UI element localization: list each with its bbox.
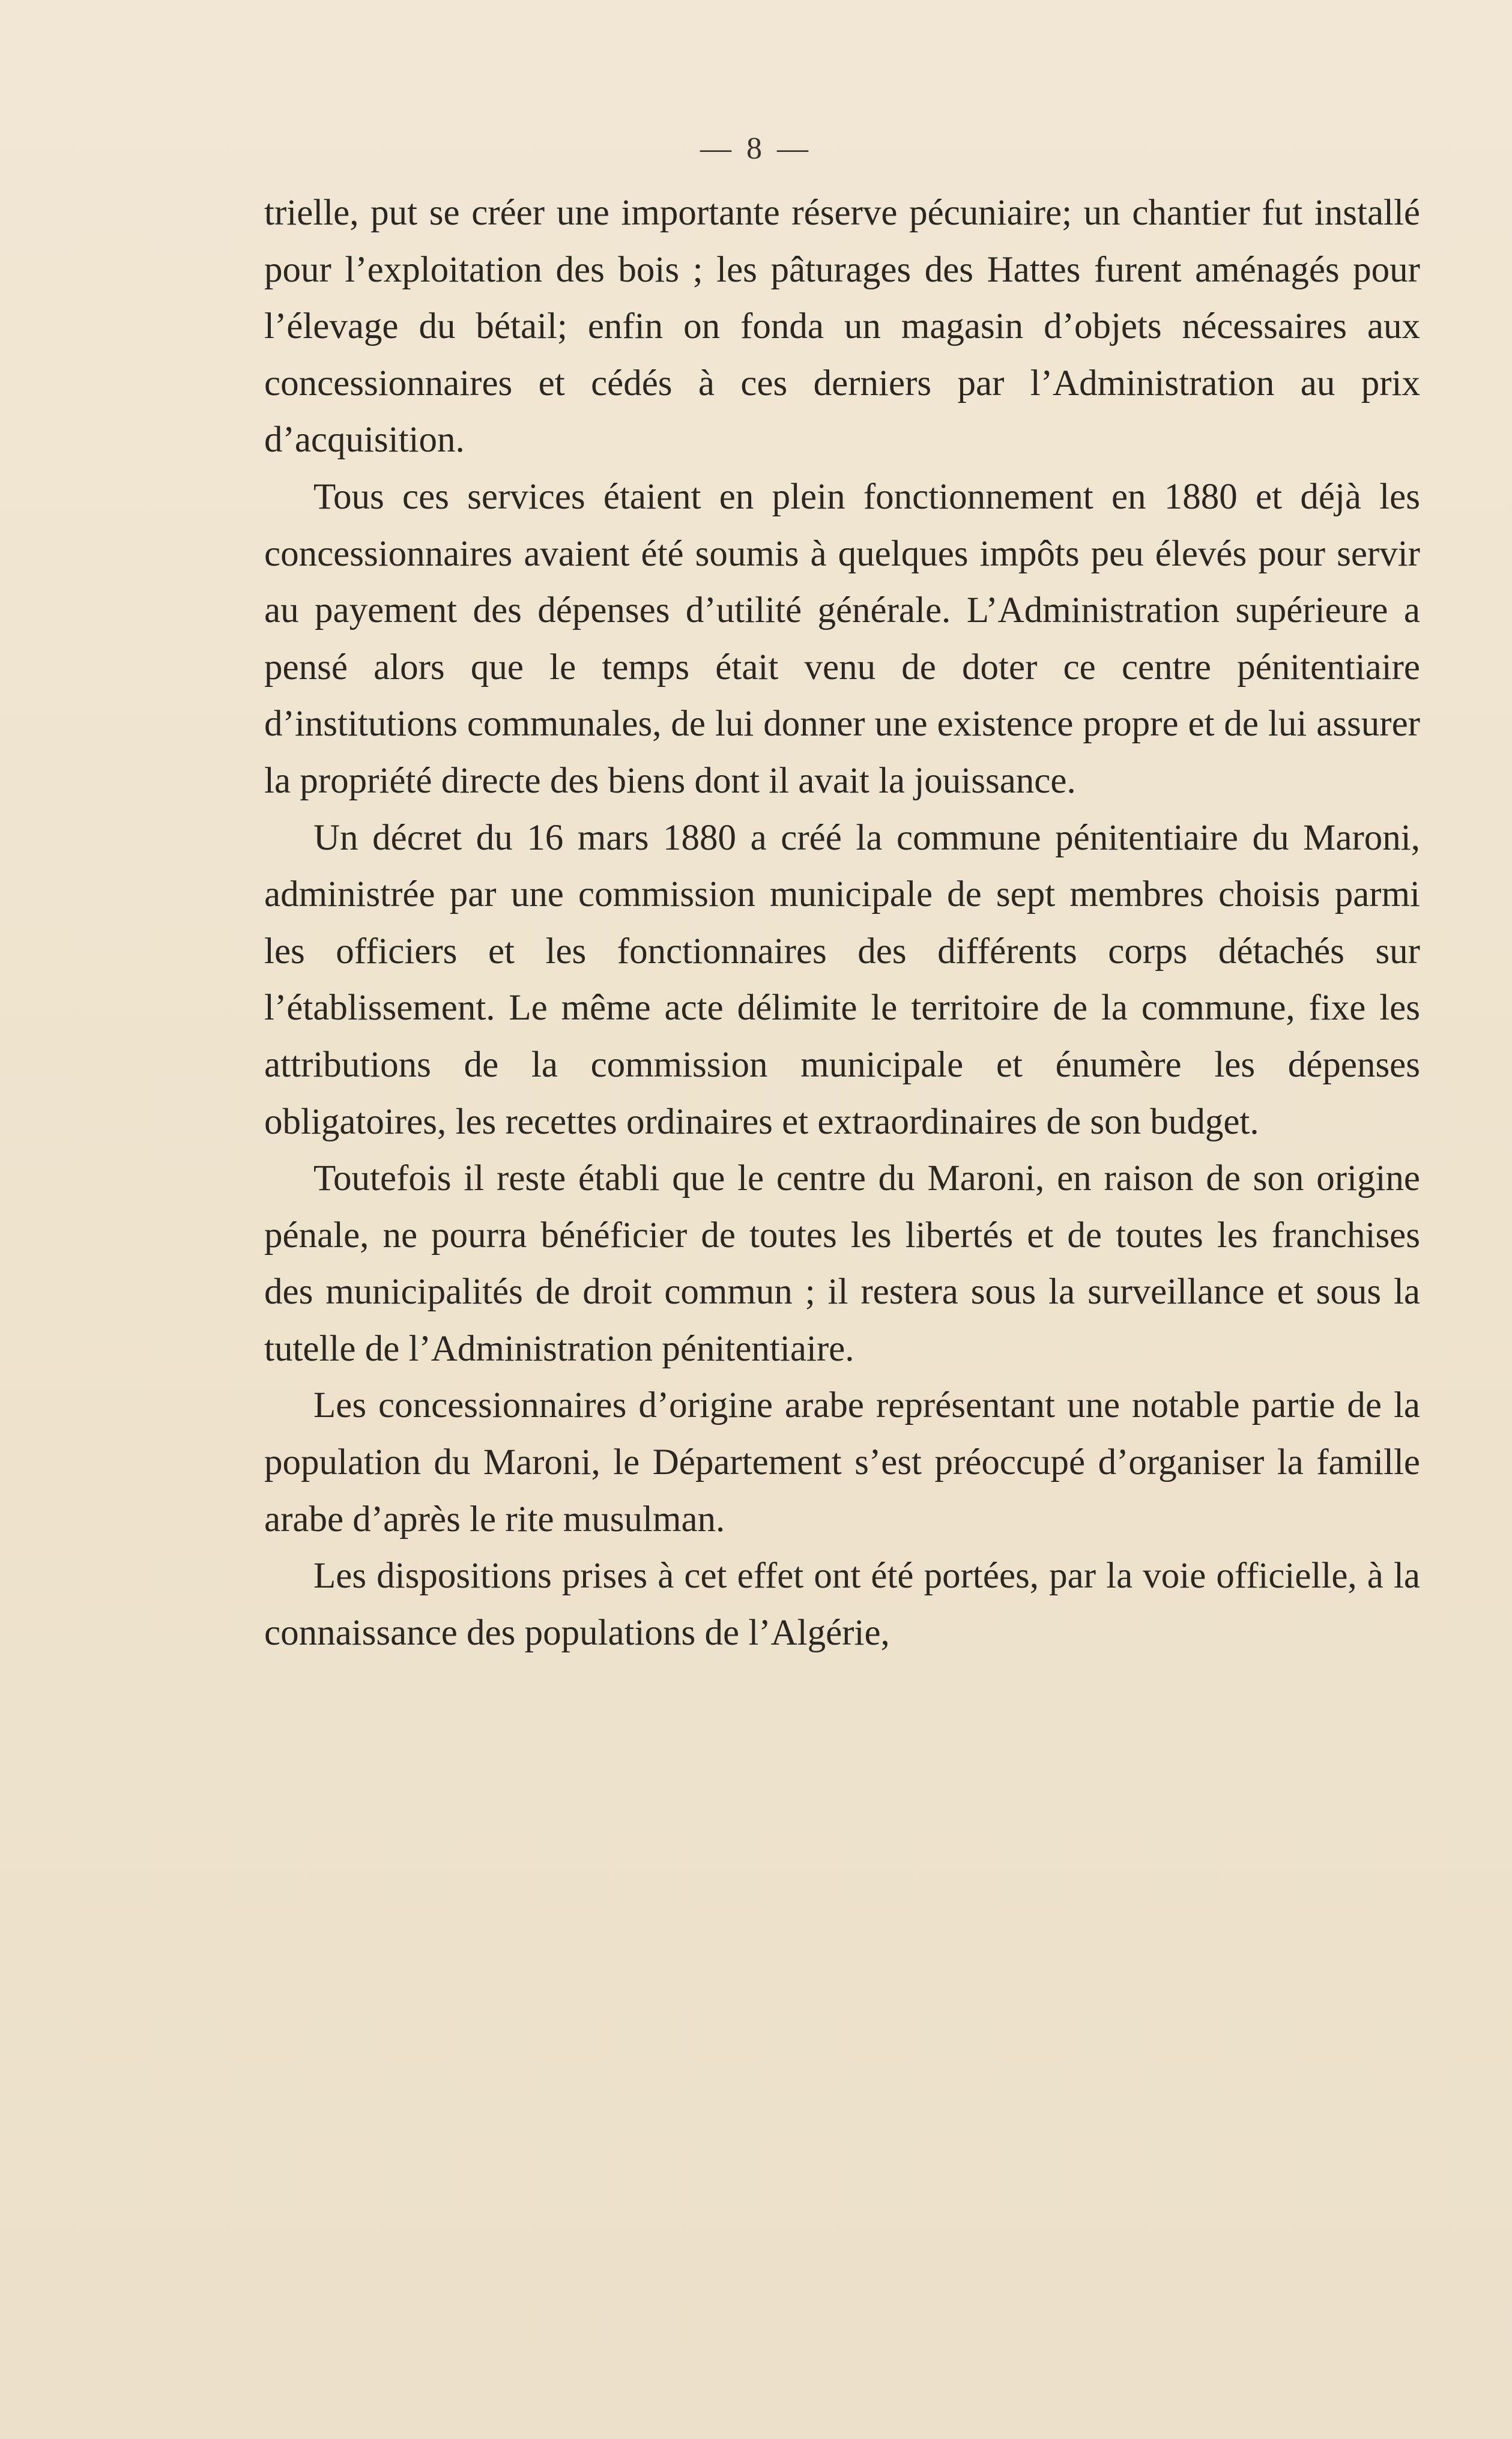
paragraph-toutefois: Toutefois il reste établi que le centre du Maroni, en raison de son origine pénale, ne pourra bénéficier de toutes les libertés et de toutes les franchises des municipalités de droit commun ; il restera sous la surveillance et sous la tutelle de l’Administration pénitentiaire. bbox=[264, 1158, 1420, 1369]
paragraph-dispositions: Les dispositions prises à cet effet ont été portées, par la voie officielle, à la connaissance des populations de l’Algérie, bbox=[264, 1556, 1420, 1653]
paragraph-decree: Un décret du 16 mars 1880 a créé la commune pénitentiaire du Maroni, administrée par une commission municipale de sept membres choisis parmi les officiers et les fonctionnaires des différents corps détachés sur l’établissement. Le même acte délimite le territoire de la commune, fixe les attributions de la commission municipale et énumère les dépenses obligatoires, les recettes ordinaires et extraordinaires de son budget. bbox=[264, 817, 1420, 1142]
paragraph-continued: trielle, put se créer une importante réserve pécuniaire; un chantier fut installé pour l’exploitation des bois ; les pâturages des Hattes furent aménagés pour l’élevage du bétail; enfin on fonda un magasin d’objets nécessaires aux concessionnaires et cédés à ces derniers par l’Administration au prix d’acquisition. bbox=[264, 193, 1420, 461]
page-number: — 8 — bbox=[700, 131, 812, 166]
paragraph-arab-concessionaires: Les concessionnaires d’origine arabe représentant une notable partie de la population du Maroni, le Département s’est préoccupé d’organiser la famille arabe d’après le rite musulman. bbox=[264, 1385, 1420, 1540]
paragraph-services: Tous ces services étaient en plein fonctionnement en 1880 et déjà les concessionnaires avaient été soumis à quelques impôts peu élevés pour servir au payement des dépenses d’utilité générale. L’Administration supérieure a pensé alors que le temps était venu de doter ce centre pénitentiaire d’institutions communales, de lui donner une existence propre et de lui assurer la propriété directe des biens dont il avait la jouissance. bbox=[264, 476, 1420, 801]
body-text bbox=[264, 185, 1420, 1661]
